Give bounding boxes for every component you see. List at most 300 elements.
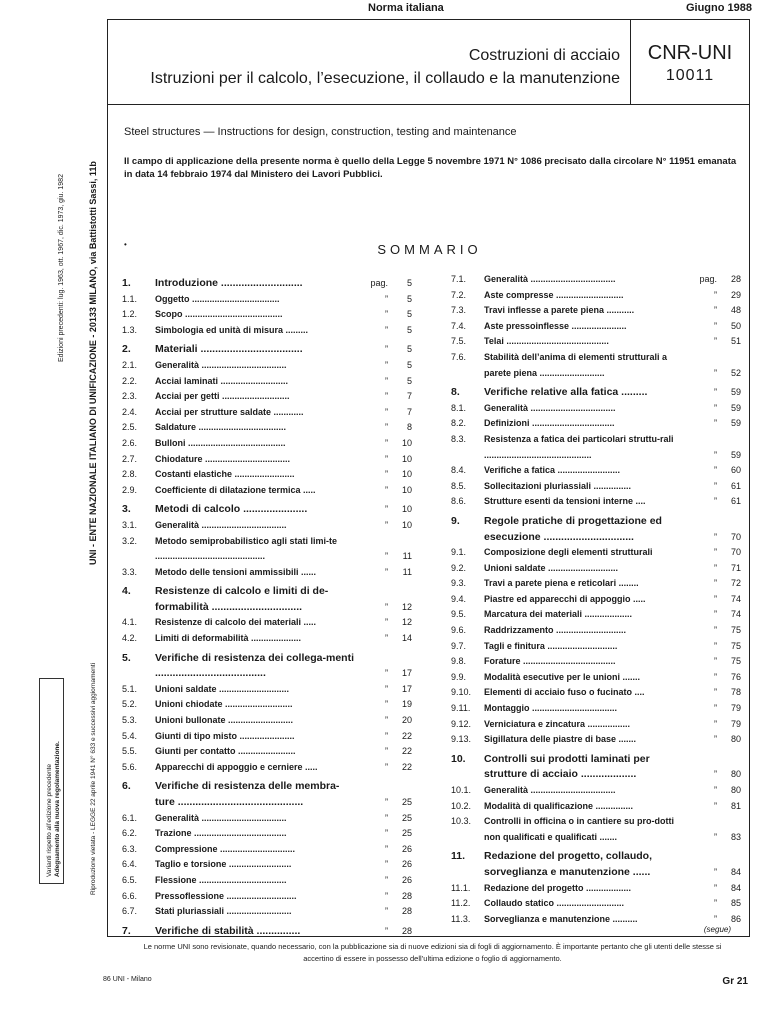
toc-entry: [451, 701, 741, 717]
toc-page-number: 10: [401, 519, 412, 530]
toc-number: 1.1.: [122, 293, 138, 304]
toc-title: Verifiche di resistenza dei collega-menti ......................................: [155, 651, 354, 680]
toc-page-number: 17: [401, 668, 412, 679]
toc-page-prefix: ”: [714, 913, 717, 924]
toc-title: Saldature ...................................: [155, 422, 287, 433]
toc-number: 2.1.: [122, 359, 138, 370]
toc-page-prefix: ”: [714, 800, 717, 811]
toc-title: Flessione ...................................: [155, 874, 287, 885]
toc-number: 8.: [451, 386, 460, 399]
toc-page-prefix: ”: [714, 480, 717, 491]
toc-number: 6.4.: [122, 859, 138, 870]
toc-page-number: 59: [730, 418, 741, 429]
title-box: [108, 20, 631, 105]
toc-page-prefix: ”: [714, 578, 717, 589]
toc-title: Giunti per contatto .......................: [155, 746, 296, 757]
toc-entry: [122, 518, 412, 534]
toc-number: 3.1.: [122, 519, 138, 530]
toc-page-prefix: ”: [714, 320, 717, 331]
toc-page-number: 81: [730, 800, 741, 811]
toc-page-number: 11: [402, 566, 412, 577]
toc-title: Chiodature ..................................: [155, 453, 291, 464]
toc-number: 10.1.: [451, 785, 472, 795]
toc-entry: [451, 432, 741, 463]
toc-entry: [451, 319, 741, 335]
toc-title: Modalità esecutive per le unioni .......: [484, 671, 641, 682]
toc-page-number: 26: [401, 843, 412, 854]
english-title: Steel structures — Instructions for design, construction, testing and maintenance: [124, 126, 517, 138]
toc-number: 5.: [122, 651, 131, 664]
toc-title: Definizioni .................................: [484, 418, 615, 429]
toc-number: 9.2.: [451, 562, 467, 573]
toc-entry: [122, 744, 412, 760]
continued-note: (segue): [703, 925, 731, 934]
toc-number: 7.4.: [451, 320, 467, 331]
toc-number: 6.7.: [122, 906, 138, 917]
toc-page-prefix: ”: [714, 305, 717, 316]
toc-title: Generalità ..................................: [155, 359, 287, 370]
toc-number: 1.: [122, 277, 131, 289]
toc-page-number: 11: [402, 551, 412, 562]
toc-title: Sollecitazioni pluriassiali ...............: [484, 480, 632, 491]
toc-entry: [451, 350, 741, 381]
toc-title: Acciai laminati ...........................: [155, 375, 289, 386]
toc-number: 8.3.: [451, 433, 467, 444]
toc-page-prefix: ”: [385, 797, 388, 807]
toc-title: Apparecchi di appoggio e cerniere .....: [155, 761, 318, 772]
toc-page-number: 5: [406, 375, 412, 386]
toc-number: 9.10.: [451, 687, 472, 698]
toc-page-prefix: ”: [385, 633, 388, 644]
toc-entry: [122, 904, 412, 920]
toc-page-number: 70: [730, 531, 741, 542]
toc-page-number: 71: [730, 562, 741, 573]
toc-page-number: 25: [401, 828, 412, 839]
toc-chapter: [122, 584, 412, 615]
toc-page-number: 10: [401, 437, 412, 448]
toc-entry: [451, 272, 741, 288]
toc-page-prefix: ”: [385, 359, 388, 370]
toc-page-prefix: ”: [714, 687, 717, 698]
standard-code-box: [631, 20, 749, 105]
toc-title: Bulloni .......................................: [155, 437, 286, 448]
toc-page-prefix: ”: [385, 484, 388, 495]
printer-mark: 86 UNI - Milano: [103, 976, 152, 983]
toc-page-number: 83: [730, 831, 741, 842]
toc-page-number: 10: [401, 469, 412, 480]
toc-title: Elementi di acciaio fuso o fucinato ....: [484, 687, 645, 698]
toc-number: 9.12.: [451, 718, 472, 729]
toc-chapter: [122, 924, 412, 940]
toc-entry: [451, 639, 741, 655]
toc-page-prefix: ”: [385, 453, 388, 464]
toc-page-number: 80: [730, 769, 741, 780]
toc-page-prefix: ”: [385, 566, 388, 577]
toc-page-prefix: ”: [714, 593, 717, 604]
toc-chapter: [451, 514, 741, 545]
toc-entry: [451, 717, 741, 733]
toc-number: 7.3.: [451, 305, 467, 316]
toc-page-prefix: ”: [714, 831, 717, 842]
toc-number: 8.6.: [451, 496, 467, 507]
toc-page-number: 28: [401, 906, 412, 917]
toc-page-number: 74: [730, 609, 741, 620]
toc-page-number: 5: [406, 344, 412, 355]
toc-entry: [122, 452, 412, 468]
toc-number: 9.11.: [451, 703, 471, 714]
toc-page-prefix: ”: [385, 309, 388, 320]
toc-page-prefix: ”: [385, 906, 388, 917]
toc-page-number: 85: [730, 898, 741, 909]
toc-page-prefix: ”: [385, 437, 388, 448]
toc-page-prefix: ”: [385, 730, 388, 741]
toc-number: 4.1.: [122, 617, 138, 628]
toc-entry: [122, 889, 412, 905]
toc-chapter: [451, 849, 741, 880]
toc-number: 5.1.: [122, 683, 138, 694]
dot-mark: •: [124, 240, 127, 249]
toc-entry: [122, 760, 412, 776]
toc-title: Metodo semiprobabilistico agli stati limi-te ............................................: [155, 535, 338, 562]
toc-number: 7.5.: [451, 336, 467, 347]
toc-title: Pressoflessione ............................: [155, 890, 297, 901]
toc-page-prefix: ”: [385, 715, 388, 726]
toc-page-prefix: ”: [385, 828, 388, 839]
toc-page-prefix: ”: [385, 324, 388, 335]
toc-page-prefix: ”: [714, 625, 717, 636]
toc-number: 6.1.: [122, 812, 138, 823]
toc-number: 8.1.: [451, 402, 467, 413]
revision-box: [39, 678, 64, 884]
toc-title: Aste pressoinflesse ......................: [484, 320, 627, 331]
toc-page-number: 5: [406, 324, 412, 335]
toc-entry: [122, 565, 412, 581]
toc-page-prefix: ”: [385, 843, 388, 854]
toc-page-prefix: ”: [714, 898, 717, 909]
toc-entry: [451, 479, 741, 495]
toc-page-number: 48: [730, 305, 741, 316]
toc-page-number: 59: [730, 449, 741, 460]
toc-page-prefix: ”: [385, 601, 388, 612]
toc-title: Resistenza a fatica dei particolari struttu-rali ...........................................: [484, 433, 674, 460]
toc-title: Taglio e torsione .........................: [155, 859, 292, 870]
toc-page-number: 12: [401, 617, 412, 628]
toc-title: Regole pratiche di progettazione ed esecuzione ...............................: [484, 514, 662, 543]
toc-title: Montaggio ..................................: [484, 703, 618, 714]
toc-page-prefix: ”: [385, 293, 388, 304]
toc-entry: [122, 420, 412, 436]
toc-title: Modalità di qualificazione ...............: [484, 800, 634, 811]
toc-page-number: 12: [401, 601, 412, 612]
toc-entry: [451, 783, 741, 799]
toc-page-prefix: ”: [714, 703, 717, 714]
toc-page-prefix: ”: [385, 874, 388, 885]
toc-page-number: 8: [406, 422, 412, 433]
toc-title: Unioni saldate ............................: [155, 683, 290, 694]
toc-page-prefix: ”: [714, 562, 717, 573]
toc-title: Generalità ..................................: [155, 519, 287, 530]
toc-number: 4.2.: [122, 633, 138, 644]
toc-chapter: [451, 752, 741, 783]
toc-page-number: 22: [401, 730, 412, 741]
toc-page-prefix: ”: [714, 547, 717, 558]
toc-page-prefix: ”: [714, 866, 717, 877]
toc-chapter: [122, 779, 412, 810]
toc-chapter: [122, 651, 412, 682]
toc-number: 2.3.: [122, 391, 138, 402]
toc-number: 11.: [451, 850, 466, 863]
standard-code: CNR-UNI: [647, 42, 733, 64]
toc-title: Travi a parete piena e reticolari ........: [484, 578, 639, 589]
toc-page-number: 17: [401, 683, 412, 694]
toc-page-number: 22: [401, 761, 412, 772]
toc-title: Verifiche a fatica .........................: [484, 465, 621, 476]
toc-number: 8.4.: [451, 465, 467, 476]
toc-number: 3.2.: [122, 535, 138, 546]
toc-title: Coefficiente di dilatazione termica .....: [155, 484, 316, 495]
toc-page-prefix: ”: [714, 882, 717, 893]
toc-number: 6.: [122, 780, 131, 793]
toc-title: Tagli e finitura ............................: [484, 640, 618, 651]
toc-title: Resistenze di calcolo e limiti di de-formabilità ...............................: [155, 585, 329, 613]
toc-number: 9.9.: [451, 671, 467, 682]
toc-chapter: [451, 385, 741, 401]
toc-page-prefix: ”: [385, 761, 388, 772]
toc-number: 6.2.: [122, 828, 138, 839]
toc-page-prefix: ”: [714, 465, 717, 476]
toc-page-prefix: ”: [385, 551, 388, 562]
toc-title: Telai .........................................: [484, 336, 609, 347]
toc-page-prefix: pag.: [699, 274, 717, 284]
toc-title: Aste compresse ...........................: [484, 289, 624, 300]
document-title: Costruzioni di acciaio: [468, 47, 620, 64]
toc-page-number: 10: [401, 504, 412, 515]
toc-title: Redazione del progetto, collaudo, sorveglianza e manutenzione ......: [484, 850, 653, 878]
toc-number: 10.: [451, 752, 466, 765]
publication-date: Giugno 1988: [685, 2, 752, 14]
toc-title: Piastre ed apparecchi di appoggio .....: [484, 593, 646, 604]
toc-page-number: 5: [406, 278, 412, 288]
toc-page-number: 5: [406, 359, 412, 370]
toc-page-number: 84: [730, 882, 741, 893]
publisher-note: UNI - ENTE NAZIONALE ITALIANO DI UNIFICAZIONE - 20133 MILANO, via Battistotti Sassi, 11b: [88, 161, 98, 565]
toc-number: 2.8.: [122, 469, 138, 480]
toc-page-prefix: ”: [714, 734, 717, 745]
toc-page-prefix: ”: [385, 683, 388, 694]
toc-number: 11.2.: [451, 898, 471, 909]
toc-number: 3.3.: [122, 566, 138, 577]
toc-entry: [122, 811, 412, 827]
toc-title: Verifiche di stabilità ...............: [155, 924, 301, 937]
toc-number: 9.5.: [451, 609, 467, 620]
toc-page-prefix: ”: [385, 812, 388, 823]
toc-number: 6.6.: [122, 890, 138, 901]
toc-entry: [451, 881, 741, 897]
toc-page-prefix: ”: [385, 746, 388, 757]
toc-entry: [451, 463, 741, 479]
toc-title: Acciai per strutture saldate ............: [155, 406, 304, 417]
toc-page-prefix: ”: [714, 289, 717, 300]
toc-entry: [451, 334, 741, 350]
toc-title: Controlli in officina o in cantiere su pro-dotti non qualificati e qualificati .......: [484, 816, 674, 842]
toc-number: 11.3.: [451, 913, 471, 924]
toc-page-number: 78: [730, 687, 741, 698]
toc-entry: [122, 857, 412, 873]
toc-entry: [451, 592, 741, 608]
toc-title: Stati pluriassiali ..........................: [155, 906, 292, 917]
toc-entry: [122, 323, 412, 339]
toc-title: Verifiche relative alla fatica .........: [484, 386, 648, 399]
toc-entry: [451, 288, 741, 304]
toc-title: Verifiche di resistenza delle membra-ture ...........................................: [155, 780, 340, 808]
toc-title: Composizione degli elementi strutturali: [484, 547, 653, 558]
toc-entry: [451, 607, 741, 623]
toc-page-number: 20: [401, 715, 412, 726]
toc-page-prefix: ”: [714, 336, 717, 347]
toc-number: 9.7.: [451, 640, 467, 651]
toc-title: Metodo delle tensioni ammissibili ......: [155, 566, 317, 577]
toc-number: 9.: [451, 514, 460, 527]
toc-number: 5.6.: [122, 761, 138, 772]
toc-page-number: 14: [401, 633, 412, 644]
toc-entry: [451, 576, 741, 592]
toc-page-number: 79: [730, 718, 741, 729]
revision-text: Adeguamento alla nuova regolamentazione.: [54, 741, 61, 877]
toc-page-prefix: ”: [385, 422, 388, 433]
toc-title: Raddrizzamento ............................: [484, 625, 627, 636]
toc-page-number: 10: [401, 484, 412, 495]
toc-entry: [122, 826, 412, 842]
toc-page-number: 51: [730, 336, 741, 347]
toc-page-number: 25: [401, 812, 412, 823]
toc-number: 7.6.: [451, 351, 467, 362]
toc-page-number: 7: [406, 406, 412, 417]
toc-page-number: 72: [730, 578, 741, 589]
toc-entry: [122, 615, 412, 631]
toc-page-prefix: ”: [714, 609, 717, 620]
toc-title: Giunti di tipo misto ......................: [155, 730, 295, 741]
copyright-note: Riproduzione vietata - LEGGE 22 aprile 1941 N° 633 e successivi aggiornamenti: [90, 662, 97, 895]
toc-page-prefix: ”: [714, 496, 717, 507]
toc-title: Sigillatura delle piastre di base .......: [484, 734, 637, 745]
toc-entry: [122, 307, 412, 323]
toc-number: 1.2.: [122, 309, 138, 320]
contents-heading: SOMMARIO: [377, 242, 482, 257]
toc-page-prefix: ”: [714, 449, 717, 460]
toc-number: 10.3.: [451, 816, 472, 827]
toc-title: Travi inflesse a parete piena ...........: [484, 305, 635, 316]
toc-page-number: 28: [401, 890, 412, 901]
toc-entry: [122, 713, 412, 729]
toc-page-number: 26: [401, 874, 412, 885]
toc-number: 6.5.: [122, 874, 138, 885]
toc-entry: [451, 896, 741, 912]
toc-page-prefix: ”: [714, 640, 717, 651]
toc-number: 3.: [122, 503, 131, 516]
toc-entry: [122, 534, 412, 565]
toc-title: Generalità ..................................: [484, 274, 616, 284]
toc-entry: [451, 732, 741, 748]
toc-entry: [122, 374, 412, 390]
toc-title: Oggetto ...................................: [155, 293, 280, 304]
toc-number: 2.7.: [122, 453, 138, 464]
toc-number: 5.4.: [122, 730, 138, 741]
toc-page-prefix: ”: [385, 925, 388, 936]
toc-page-number: 60: [730, 465, 741, 476]
toc-page-number: 52: [730, 367, 741, 378]
toc-entry: [122, 631, 412, 647]
toc-number: 7.1.: [451, 274, 467, 284]
toc-number: 2.: [122, 343, 131, 356]
toc-number: 7.: [122, 924, 131, 937]
toc-page-number: 5: [406, 309, 412, 320]
toc-page-number: 75: [730, 640, 741, 651]
toc-page-number: 80: [730, 734, 741, 745]
toc-entry: [451, 416, 741, 432]
document-subtitle: Istruzioni per il calcolo, l’esecuzione, il collaudo e la manutenzione: [150, 70, 620, 87]
toc-entry: [122, 729, 412, 745]
toc-entry: [122, 358, 412, 374]
toc-number: 6.3.: [122, 843, 138, 854]
toc-page-number: 79: [730, 703, 741, 714]
toc-chapter: [122, 502, 412, 518]
toc-page-prefix: ”: [714, 785, 717, 795]
toc-number: 9.6.: [451, 625, 467, 636]
toc-page-prefix: ”: [714, 656, 717, 667]
price-group: Gr 21: [722, 976, 748, 987]
toc-title: Collaudo statico ...........................: [484, 898, 625, 909]
toc-title: Unioni chiodate ...........................: [155, 699, 293, 710]
toc-title: Materiali ...................................: [155, 343, 303, 356]
toc-page-number: 19: [401, 699, 412, 710]
toc-number: 10.2.: [451, 800, 472, 811]
toc-entry: [122, 436, 412, 452]
document-frame: [107, 19, 750, 937]
toc-entry: [122, 292, 412, 308]
toc-page-prefix: ”: [385, 519, 388, 530]
revision-label: Varianti rispetto all’edizione precedente: [46, 764, 53, 877]
toc-page-prefix: ”: [714, 718, 717, 729]
toc-page-number: 84: [730, 866, 741, 877]
toc-title: Controlli sui prodotti laminati per strutture di acciaio ...................: [484, 752, 650, 781]
toc-page-number: 61: [730, 496, 741, 507]
toc-entry: [122, 682, 412, 698]
toc-number: 9.13.: [451, 734, 472, 745]
toc-entry: [451, 561, 741, 577]
toc-page-prefix: ”: [385, 469, 388, 480]
toc-page-number: 26: [401, 859, 412, 870]
toc-page-prefix: ”: [714, 402, 717, 413]
toc-title: Generalità ..................................: [484, 785, 616, 795]
toc-page-prefix: ”: [714, 418, 717, 429]
toc-page-prefix: ”: [714, 387, 717, 398]
toc-page-number: 74: [730, 593, 741, 604]
toc-title: Unioni bullonate ..........................: [155, 715, 294, 726]
toc-left-column: [122, 272, 412, 939]
toc-page-number: 50: [730, 320, 741, 331]
toc-page-prefix: ”: [385, 668, 388, 679]
toc-entry: [122, 873, 412, 889]
toc-page-prefix: ”: [385, 406, 388, 417]
toc-title: Metodi di calcolo ......................: [155, 503, 308, 516]
toc-entry: [451, 623, 741, 639]
toc-entry: [122, 389, 412, 405]
toc-number: 5.5.: [122, 746, 138, 757]
toc-title: Costanti elastiche ........................: [155, 469, 295, 480]
toc-title: Stabilità dell’anima di elementi strutturali a parete piena ..........................: [484, 351, 668, 378]
toc-page-number: 76: [730, 671, 741, 682]
toc-number: 2.4.: [122, 406, 138, 417]
